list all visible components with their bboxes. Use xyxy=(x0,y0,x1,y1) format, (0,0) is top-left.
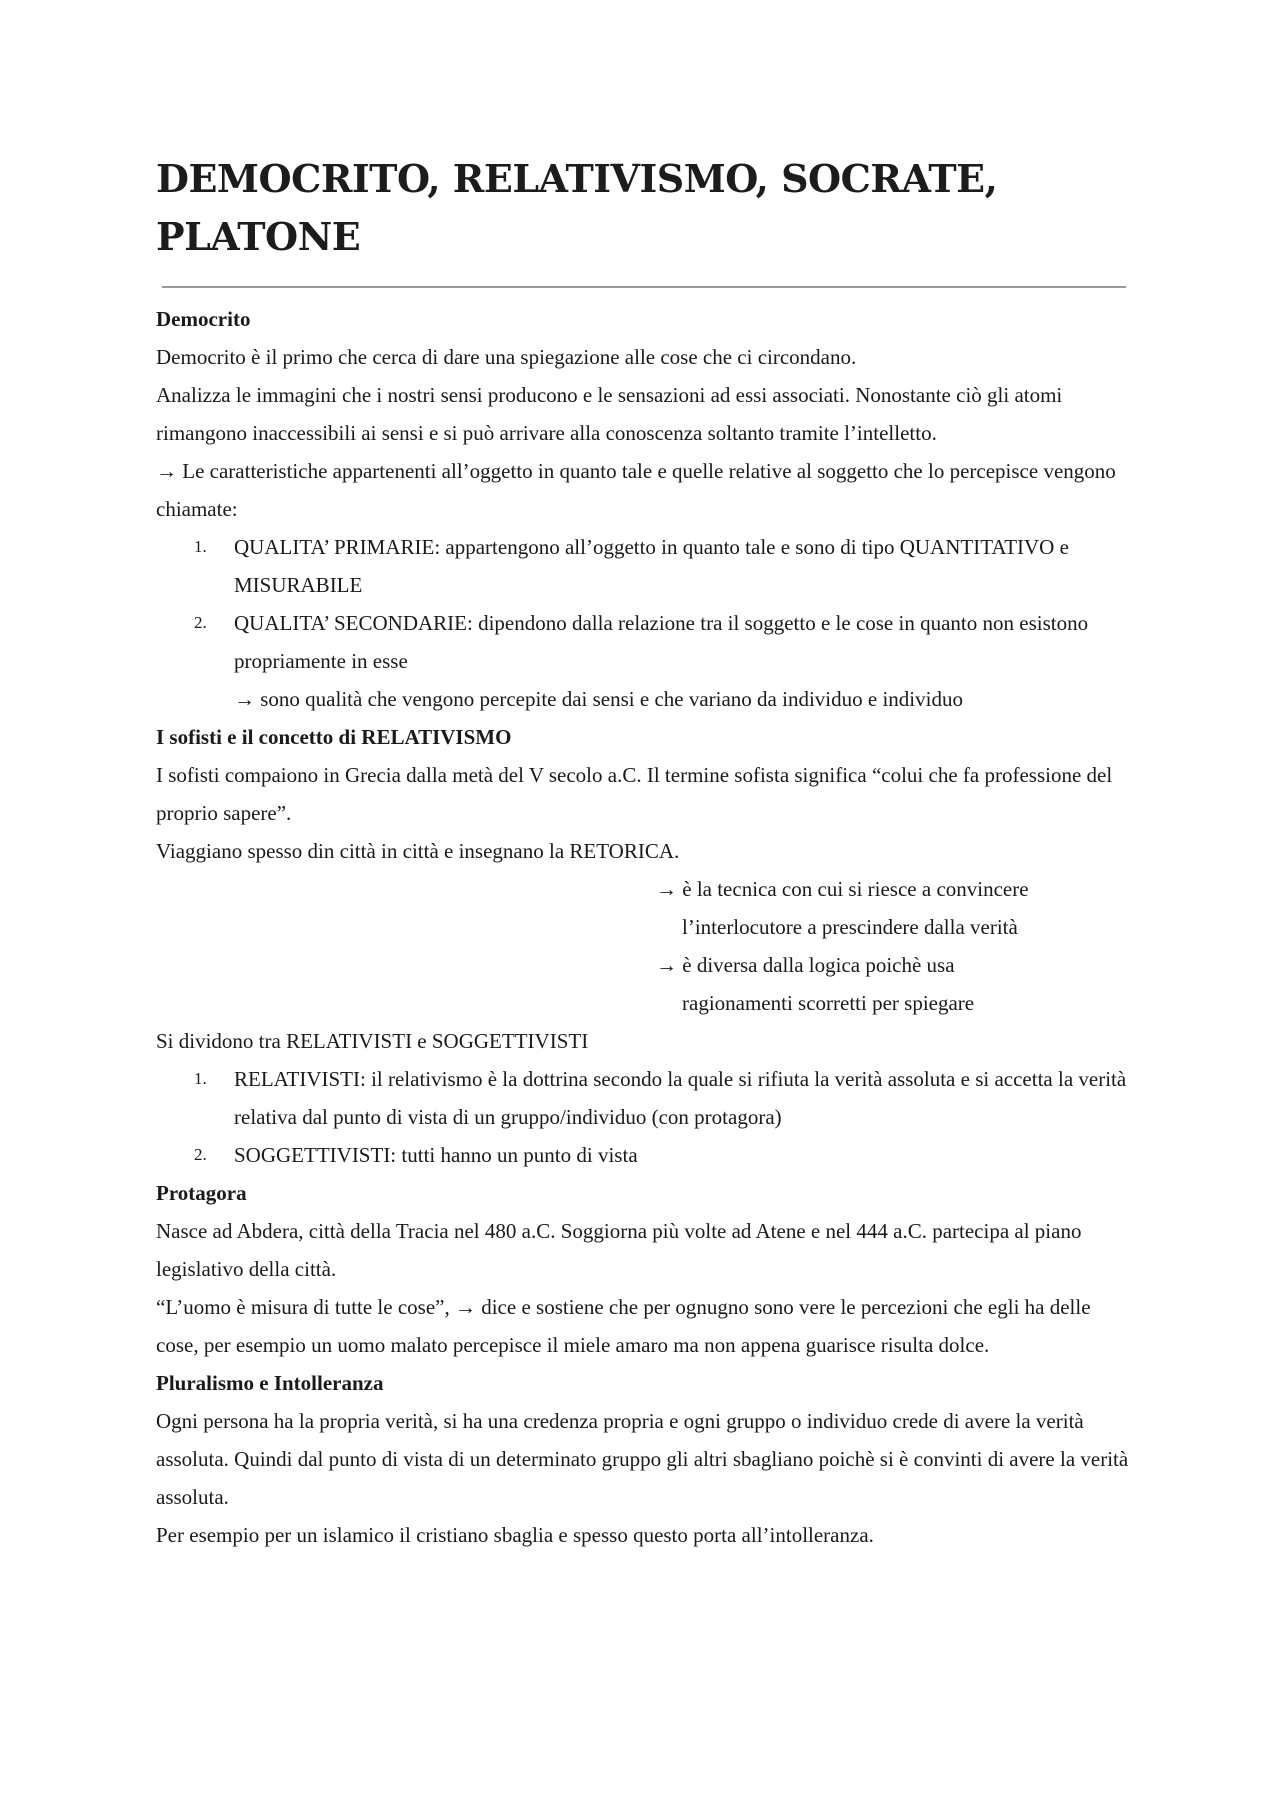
section-heading-protagora: Protagora xyxy=(156,1181,247,1205)
relativism-list xyxy=(156,1060,1136,1174)
list-item-text: QUALITA’ PRIMARIE: appartengono all’oggetto in quanto tale e sono di tipo QUANTITATIVO e MISURABILE xyxy=(234,535,1069,597)
list-item-text: RELATIVISTI: il relativismo è la dottrina secondo la quale si rifiuta la verità assoluta e si accetta la verità relativa dal punto di vista di un gruppo/individuo (con protagora) xyxy=(234,1067,1127,1129)
section-heading-sofisti: I sofisti e il concetto di RELATIVISMO xyxy=(156,725,512,749)
list-marker: 1. xyxy=(194,1069,207,1088)
document-page xyxy=(156,150,1136,1554)
document-body xyxy=(156,300,1136,1554)
section-heading-pluralismo: Pluralismo e Intolleranza xyxy=(156,1371,384,1395)
paragraph: Viaggiano spesso din città in città e insegnano la RETORICA. xyxy=(156,839,680,863)
qualities-list xyxy=(156,528,1136,718)
list-item-text: QUALITA’ SECONDARIE: dipendono dalla relazione tra il soggetto e le cose in quanto non esistono propriamente in esse xyxy=(234,611,1089,673)
retorica-notes xyxy=(656,870,1136,1022)
list-item-note: → sono qualità che vengono percepite dai sensi e che variano da individuo e individuo xyxy=(234,687,963,711)
paragraph: Si dividono tra RELATIVISTI e SOGGETTIVISTI xyxy=(156,1029,589,1053)
list-marker: 2. xyxy=(194,613,207,632)
paragraph: Ogni persona ha la propria verità, si ha una credenza propria e ogni gruppo o individuo crede di avere la verità assoluta. Quindi dal punto di vista di un determinato gruppo gli altri sbagliano poichè si è convinti di avere la verità assoluta. xyxy=(156,1409,1129,1509)
retorica-note-line: ragionamenti scorretti per spiegare xyxy=(682,991,975,1015)
paragraph: → Le caratteristiche appartenenti all’oggetto in quanto tale e quelle relative al soggetto che lo percepisce vengono chiamate: xyxy=(156,459,1116,521)
retorica-note-line: → è la tecnica con cui si riesce a convincere xyxy=(656,877,1029,901)
list-item xyxy=(156,1136,1136,1174)
list-marker: 1. xyxy=(194,537,207,556)
list-marker: 2. xyxy=(194,1145,207,1164)
list-item xyxy=(156,528,1136,604)
section-heading-democrito: Democrito xyxy=(156,307,251,331)
paragraph: Analizza le immagini che i nostri sensi producono e le sensazioni ad essi associati. Nonostante ciò gli atomi rimangono inaccessibili ai sensi e si può arrivare alla conoscenza soltanto tramite l’intelletto. xyxy=(156,383,1063,445)
list-item xyxy=(156,1060,1136,1136)
list-item-text: SOGGETTIVISTI: tutti hanno un punto di vista xyxy=(234,1143,638,1167)
paragraph: Nasce ad Abdera, città della Tracia nel 480 a.C. Soggiorna più volte ad Atene e nel 444 a.C. partecipa al piano legislativo della città. xyxy=(156,1219,1082,1281)
retorica-note-line: l’interlocutore a prescindere dalla verità xyxy=(682,915,1018,939)
paragraph: Per esempio per un islamico il cristiano sbaglia e spesso questo porta all’intolleranza. xyxy=(156,1523,874,1547)
title-divider xyxy=(162,286,1126,288)
paragraph: Democrito è il primo che cerca di dare una spiegazione alle cose che ci circondano. xyxy=(156,345,857,369)
document-title: DEMOCRITO, RELATIVISMO, SOCRATE, PLATONE xyxy=(156,156,998,259)
paragraph: I sofisti compaiono in Grecia dalla metà del V secolo a.C. Il termine sofista significa “colui che fa professione del proprio sapere”. xyxy=(156,763,1113,825)
list-item xyxy=(156,604,1136,718)
paragraph: “L’uomo è misura di tutte le cose”, → dice e sostiene che per ognugno sono vere le percezioni che egli ha delle cose, per esempio un uomo malato percepisce il miele amaro ma non appena guarisce risulta dolce. xyxy=(156,1295,1091,1357)
retorica-note-line: → è diversa dalla logica poichè usa xyxy=(656,953,955,977)
